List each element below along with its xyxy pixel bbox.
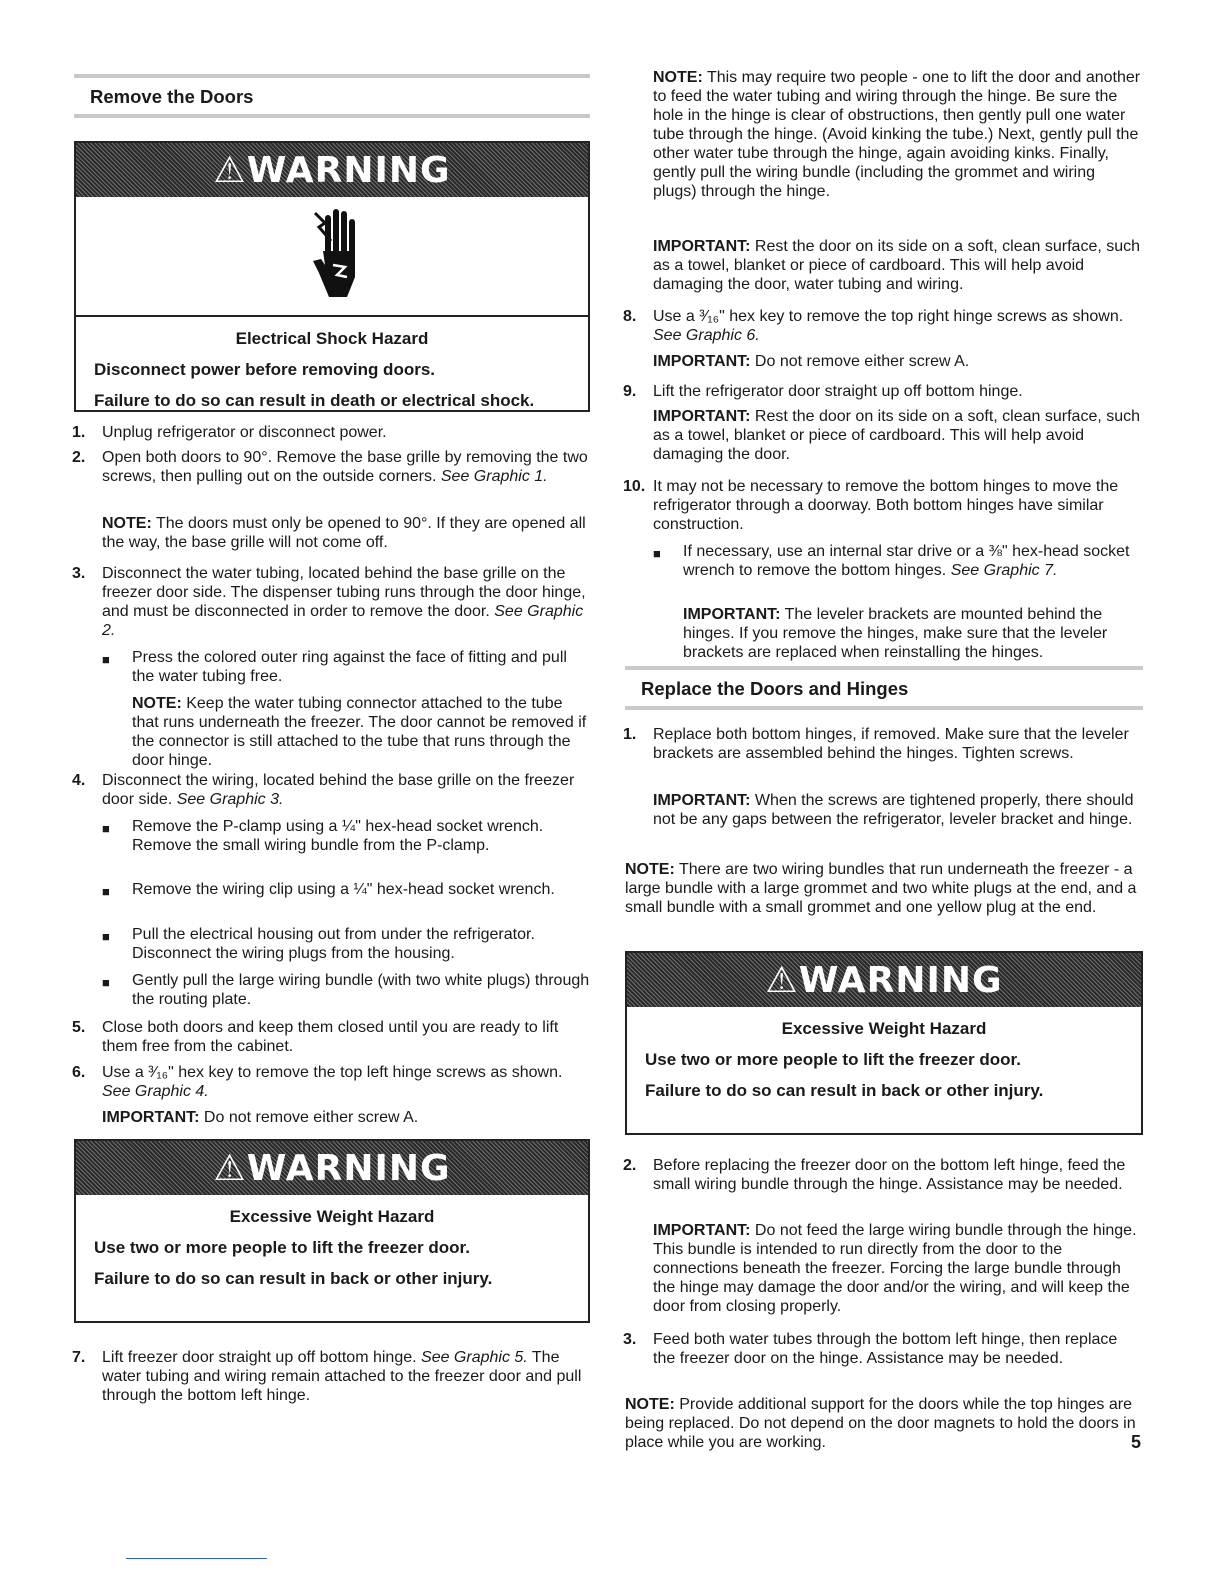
important-rest-door: IMPORTANT: Rest the door on its side on a soft, clean surface, such as a towel, blanket or piece of cardboard. This will help avoid damaging the door, water tubing and wiring. [653,238,1141,293]
warning-line-1: Use two or more people to lift the freezer door. [645,1050,1021,1069]
warning-line-1: Use two or more people to lift the freezer door. [94,1238,470,1257]
step-6: 6. Use a ³⁄₁₆" hex key to remove the top left hinge screws as shown. See Graphic 4. [72,1064,563,1100]
step-6-important: IMPORTANT: Do not remove either screw A. [102,1109,419,1126]
warning-line-2: Failure to do so can result in back or other injury. [94,1269,493,1288]
section-title-replace-doors: Replace the Doors and Hinges [625,666,1143,710]
step-10-bullet-1: ■ If necessary, use an internal star drive or a ⅜" hex-head socket wrench to remove the bottom hinges. See Graphic 7. [653,543,1130,579]
step-9: 9. Lift the refrigerator door straight up off bottom hinge. [623,383,1023,400]
step-3: 3. Disconnect the water tubing, located behind the base grille on the freezer door side. The dispenser tubing runs through the door hinge, and must be disconnected in order to remove the door. See Graphic 2. [72,565,586,639]
replace-step-3: 3. Feed both water tubes through the bottom left hinge, then replace the freezer door on the hinge. Assistance may be needed. [623,1331,1118,1367]
step-10: 10. It may not be necessary to remove the bottom hinges to move the refrigerator through a doorway. Both bottom hinges have similar construction. [623,478,1119,533]
warning-line-1: Disconnect power before removing doors. [94,360,436,379]
warning-line-2: Failure to do so can result in back or other injury. [645,1081,1044,1100]
step-10-important: IMPORTANT: The leveler brackets are mounted behind the hinges. If you remove the hinges, make sure that the leveler brackets are replaced when reinstalling the hinges. [683,606,1108,661]
step-5: 5. Close both doors and keep them closed until you are ready to lift them free from the cabinet. [72,1019,559,1055]
step-2: 2. Open both doors to 90°. Remove the base grille by removing the two screws, then pulling out on the outside corners. See Graphic 1. [72,449,588,485]
note-two-people: NOTE: This may require two people - one to lift the door and another to feed the water tubing and wiring through the hinge. Be sure the hole in the hinge is clear of obstructions, then gently pull one water tube through the hinge. (Avoid kinking the tube.) Next, gently pull the other water tube through the hinge, again avoiding kinks. Finally, gently pull the wiring bundle (including the grommet and wiring plugs) through the hinge. [653,69,1141,200]
step-1: 1. Unplug refrigerator or disconnect power. [72,424,387,441]
warning-title: Excessive Weight Hazard [229,1207,435,1226]
step-8: 8. Use a ³⁄₁₆" hex key to remove the top right hinge screws as shown. See Graphic 6. [623,308,1124,344]
step-4-bullet-3: ■ Pull the electrical housing out from under the refrigerator. Disconnect the wiring plugs from the housing. [102,926,535,962]
warning-line-2: Failure to do so can result in death or electrical shock. [94,391,535,410]
step-2-note: NOTE: The doors must only be opened to 90°. If they are opened all the way, the base grille will not come off. [102,515,586,551]
step-9-important: IMPORTANT: Rest the door on its side on a soft, clean surface, such as a towel, blanket or piece of cardboard. This will help avoid damaging the door. [653,408,1141,463]
electric-shock-hand-icon [76,197,588,317]
section-title-remove-doors: Remove the Doors [74,74,590,118]
step-4-bullet-4: ■ Gently pull the large wiring bundle (with two white plugs) through the routing plate. [102,972,590,1008]
warning-header: ⚠WARNING [76,143,588,197]
warning-box-electrical-shock [74,141,590,412]
warning-header: ⚠WARNING [627,953,1141,1007]
warning-box-excessive-weight [74,1139,590,1323]
footer-rule [126,1558,267,1559]
step-8-important: IMPORTANT: Do not remove either screw A. [653,353,970,370]
note-additional-support: NOTE: Provide additional support for the doors while the top hinges are being replaced. Do not depend on the door magnets to hold the doors in place while you are working. [625,1396,1136,1451]
step-4-bullet-2: ■ Remove the wiring clip using a ¼" hex-head socket wrench. [102,881,555,899]
note-wiring-bundles: NOTE: There are two wiring bundles that run underneath the freezer - a large bundle with a large grommet and two white plugs at the end, and a small bundle with a small grommet and one yellow plug at the end. [625,861,1137,916]
replace-step-2: 2. Before replacing the freezer door on the bottom left hinge, feed the small wiring bundle through the hinge. Assistance may be needed. [623,1157,1126,1193]
replace-step-1: 1. Replace both bottom hinges, if removed. Make sure that the leveler brackets are assembled behind the hinges. Tighten screws. [623,726,1129,762]
page-number: 5 [1131,1432,1142,1452]
step-3-note: NOTE: Keep the water tubing connector attached to the tube that runs underneath the freezer. The door cannot be removed if the connector is still attached to the tube that runs through the door hinge. [132,695,587,769]
replace-step-1-important: IMPORTANT: When the screws are tightened properly, there should not be any gaps between the refrigerator, leveler bracket and hinge. [653,792,1134,828]
warning-title: Electrical Shock Hazard [235,329,429,348]
warning-box-excessive-weight-2 [625,951,1143,1135]
warning-title: Excessive Weight Hazard [781,1019,987,1038]
step-4: 4. Disconnect the wiring, located behind the base grille on the freezer door side. See Graphic 3. [72,772,575,808]
warning-header: ⚠WARNING [76,1141,588,1195]
step-7: 7. Lift freezer door straight up off bottom hinge. See Graphic 5. The water tubing and wiring remain attached to the freezer door and pull through the bottom left hinge. [72,1349,582,1404]
step-4-bullet-1: ■ Remove the P-clamp using a ¼" hex-head socket wrench. Remove the small wiring bundle from the P-clamp. [102,818,544,854]
step-3-bullet-1: ■ Press the colored outer ring against the face of fitting and pull the water tubing free. [102,649,567,685]
replace-step-2-important: IMPORTANT: Do not feed the large wiring bundle through the hinge. This bundle is intended to run directly from the door to the connections beneath the freezer. Forcing the large bundle through the hinge may damage the door and/or the wiring, and will keep the door from closing properly. [653,1222,1137,1315]
